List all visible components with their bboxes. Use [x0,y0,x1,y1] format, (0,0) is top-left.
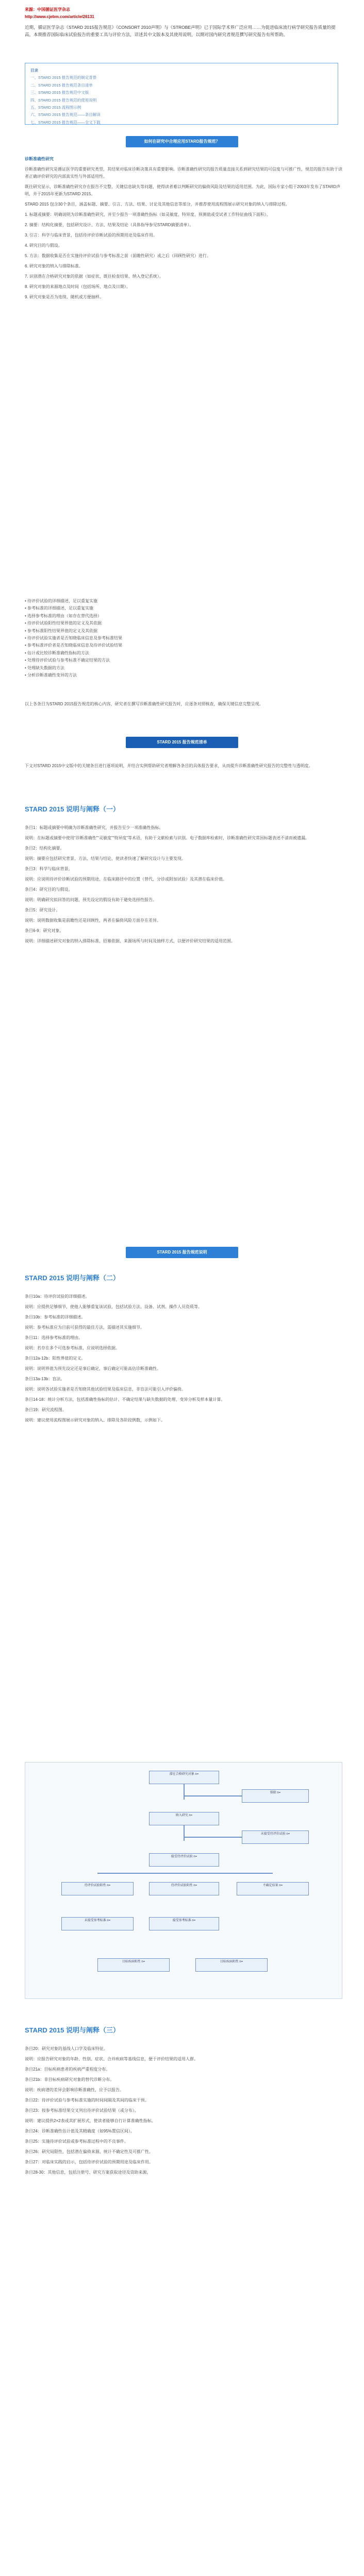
paragraph: 既往研究显示，诊断准确性研究存在报告不完整、关键信息缺失等问题，使得读者难以判断研究的偏倚风险及结果的适用范围。为此，国际专家小组于2003年发布了STARD声明，并于2015年更新为STARD 2015。 [25,184,341,196]
paragraph: 条目25：实施待评价试验或参考标准过程中的不良事件。 [25,2139,128,2144]
flow-box: 不确定结果 n= [237,1882,309,1895]
contents-line: 六、STARD 2015 报告规范——条目解读 [30,112,101,117]
section-3-title: STARD 2015 说明与阐释（二） [25,1274,120,1282]
paragraph: 说明：疾病谱的差异会影响诊断准确性，应予以报告。 [25,2088,124,2092]
contents-line: 目录 [30,68,38,73]
paragraph: 条目28-30：其他信息，包括注册号、研究方案获取途径及资助来源。 [25,2170,151,2175]
list-item: • 参考标准评价者是否知晓临床信息及待评价试验结果 [25,643,123,648]
paragraph: 条目13a-13b：盲法。 [25,1377,65,1381]
paragraph: 说明：明确研究拟回答的问题，预先设定的假设有助于避免选择性报告。 [25,897,157,902]
contents-line: 五、STARD 2015 流程图示例 [30,105,81,110]
flow-box: 接受待评价试验 n= [149,1853,219,1867]
paragraph: 条目22：待评价试验与参考标准实施的时间间隔及其间的临床干预。 [25,2098,149,2103]
list-item: • 待评价试验阳性结果界值的定义及其依据 [25,621,102,626]
flow-arrow [185,1795,242,1797]
section-4-title: STARD 2015 说明与阐释（三） [25,2026,120,2034]
paragraph: 条目21b：非目标疾病研究对象的替代诊断分布。 [25,2077,114,2082]
paragraph: 说明：应提供足够细节，使他人能够重复该试验，包括试验方法、设备、试剂、操作人员资质等。 [25,1304,202,1309]
section-2-title: STARD 2015 说明与阐释（一） [25,805,120,813]
contents-line: 三、STARD 2015 报告规范中文版 [30,90,89,95]
paragraph: 9. 研究对象是否为连续、随机或方便抽样。 [25,295,104,299]
paragraph: 说明：参考标准应为目前可获得的最佳方法，需描述其实施细节。 [25,1325,144,1330]
paragraph: 条目10a：待评价试验的详细描述。 [25,1294,90,1299]
paragraph: 说明：若存在多个可选参考标准，应说明选择依据。 [25,1346,120,1350]
paragraph: 条目26：研究局限性，包括潜在偏倚来源、统计不确定性及可推广性。 [25,2149,153,2154]
section-banner-1: 如何在研究中合理应用STARD报告规范？ [126,136,238,147]
paragraph: 条目20：研究对象的基线人口学及临床特征。 [25,2046,108,2051]
flow-box: 潜在合格研究对象 n= [149,1771,219,1784]
paragraph: 说明：应说明待评价诊断试验的预期用途、在临床路径中的位置（替代、分诊或附加试验）及其潜在临床价值。 [25,877,227,882]
section-heading: 诊断准确性研究 [25,157,54,161]
paragraph: 说明：在标题或摘要中使用“诊断准确性”“灵敏度”“特异度”等术语，有助于文献检索与识别。电子数据库检索时，诊断准确性研究常因标题表述不清而被遗漏。 [25,836,309,840]
flow-arrow [97,1873,273,1874]
paragraph: 条目4：研究目的与假设。 [25,887,73,892]
paragraph: STARD 2015 包含30个条目，涵盖标题、摘要、引言、方法、结果、讨论及其他信息等部分，并推荐使用流程图展示研究对象的纳入与排除过程。 [25,202,290,207]
paragraph: 条目11：选择参考标准的理由。 [25,1335,83,1340]
flow-arrow [185,1837,242,1838]
contents-box [25,63,338,125]
paragraph: 说明：建议提供2×2表或其扩展形式，使读者能够自行计算准确性指标。 [25,2119,156,2123]
contents-line: 七、STARD 2015 报告规范——全文下载 [30,120,101,125]
list-item: • 参考标准阳性结果界值的定义及其依据 [25,628,98,633]
flow-box: 目标疾病阳性 n= [97,1958,170,1972]
paragraph: 诊断准确性研究是循证医学的重要研究类型，其结果对临床诊断决策具有重要影响。诊断准确性研究的报告质量直接关系到研究结果的可信度与可推广性，规范的报告有助于读者正确评价研究的内部真实性与外部适用性。 [25,167,342,179]
paragraph: 8. 研究对象的来源地点及时间（包括场所、地点及日期）。 [25,284,130,289]
paragraph: 说明：说明各试验实施者是否知晓其他试验结果及临床信息，非盲法可能引入评价偏倚。 [25,1387,186,1392]
list-item: • 处理缺失数据的方法 [25,665,65,670]
source-label: 来源：中国循证医学杂志 [25,7,70,12]
paragraph: 条目12a-12b：阳性界值的定义。 [25,1356,86,1361]
paragraph: 5. 方法：数据收集是否在实施待评价试验与参考标准之前（前瞻性研究）或之后（回顾性研究）进行。 [25,253,211,258]
paragraph: 3. 引言：科学与临床背景，包括待评价诊断试验的预期用途及临床作用。 [25,233,157,238]
contents-line: 四、STARD 2015 报告规范的使用说明 [30,97,97,103]
paragraph: 条目24：诊断准确性估计值及其精确度（如95%置信区间）。 [25,2129,135,2133]
section-banner-3: STARD 2015 报告规范说明 [126,1247,238,1258]
flow-box: 纳入研究 n= [149,1812,219,1825]
paragraph: 条目6-9：研究对象。 [25,928,64,933]
paragraph: 7. 识别潜在合格研究对象的依据（如症状、既往检查结果、纳入登记系统）。 [25,274,163,279]
paragraph: 说明：说明界值为预先设定还是事后确定，事后确定可能高估诊断准确性。 [25,1366,161,1371]
section-1-body [25,166,342,304]
paragraph: 2. 摘要：结构化摘要，包括研究设计、方法、结果及结论（具体指导参见STARD摘要清单）。 [25,223,194,227]
list-item: • 处理待评价试验与参考标准不确定结果的方法 [25,658,110,663]
paragraph: 4. 研究目的与假设。 [25,243,62,248]
paragraph: 6. 研究对象的纳入与排除标准。 [25,264,83,268]
list-item: • 分析诊断准确性变异的方法 [25,672,77,677]
intro-paragraph: 近期，循证医学杂志《STARD 2015报告规范》《CONSORT 2010声明》与《STROBE声明》已于国际学术界广泛应用……为促进临床流行病学研究报告质量的提高，本期推荐国际临床试验报告的重要工具与评价方法，详述其中文版本及其使用说明，以期对国内研究者规范撰写研究报告有所帮助。 [25,25,336,38]
list-item: • 选择参考标准的理由（如存在替代选择） [25,613,102,618]
flow-arrow [184,1784,185,1800]
section-banner-2: STARD 2015 报告规范清单 [126,737,238,748]
paragraph: 说明：应报告研究对象的年龄、性别、症状、合并疾病等基线信息，便于评价结果的适用人群。 [25,2057,198,2061]
section-4-body [25,2045,342,2179]
paragraph: 说明：建议使用流程图展示研究对象的纳入、排除及各阶段例数，示例如下。 [25,1418,165,1422]
flow-box: 未接受参考标准 n= [61,1917,134,1930]
item-list [25,598,342,679]
flow-box: 未接受待评价试验 n= [242,1831,309,1844]
section-2-intro: 下文对STARD 2015中文版中的关键条目进行逐项说明，并结合实例帮助研究者理解各条目的具体报告要求，从而提升诊断准确性研究报告的完整性与透明度。 [25,764,313,768]
contents-line: 二、STARD 2015 报告规范条目清单 [30,82,93,88]
list-item: • 参考标准的详细描述，足以重复实施 [25,606,94,611]
list-item: • 待评价试验的详细描述，足以重复实施 [25,599,98,603]
flow-box: 待评价试验阳性 n= [61,1882,134,1895]
list-item: • 估计或比较诊断准确性指标的方法 [25,650,90,655]
section-2-body [25,824,342,948]
paragraph: 1. 标题或摘要：明确说明为诊断准确性研究，并至少报告一项准确性指标（如灵敏度、特异度、预测值或受试者工作特征曲线下面积）。 [25,212,271,217]
flow-diagram [25,1762,342,1999]
paragraph: 条目2：结构化摘要。 [25,846,64,851]
paragraph: 条目5：研究设计。 [25,908,60,912]
paragraph: 说明：详细描述研究对象的纳入排除标准、招募依据、来源场所与时间及抽样方式，以便评价研究结果的适用范围。 [25,939,235,943]
section-3-body [25,1293,342,1427]
paragraph: 条目1：标题或摘要中明确为诊断准确性研究，并报告至少一项准确性指标。 [25,825,163,830]
flow-box: 待评价试验阴性 n= [149,1882,219,1895]
section-1-closing: 以上各条目为STARD 2015报告规范的核心内容，研究者在撰写诊断准确性研究报告时，应逐条对照核查，确保关键信息完整呈现。 [25,702,263,706]
list-item: • 待评价试验实施者是否知晓临床信息及参考标准结果 [25,635,123,640]
paragraph: 说明：说明数据收集是前瞻性还是回顾性，两者在偏倚风险方面存在差异。 [25,918,161,923]
paragraph: 条目27：对临床实践的启示，包括待评价试验的预期用途及临床作用。 [25,2160,153,2164]
flow-arrow [184,1825,185,1841]
paragraph: 条目3：科学与临床背景。 [25,867,73,871]
paragraph: 条目21a：目标疾病患者的疾病严重程度分布。 [25,2067,110,2072]
flow-box: 目标疾病阴性 n= [195,1958,268,1972]
paragraph: 条目23：按参考标准结果交叉列出待评价试验结果（或分布）。 [25,2108,139,2113]
paragraph: 条目10b：参考标准的详细描述。 [25,1315,86,1319]
source-url[interactable]: http://www.cjebm.com/article/26131 [25,14,94,19]
paragraph: 说明：摘要应包括研究背景、方法、结果与结论，使读者快速了解研究设计与主要发现。 [25,856,186,861]
flow-box: 排除 n= [242,1789,309,1803]
contents-line: 一、STARD 2015 报告规范的制定背景 [30,75,97,80]
flow-box: 接受参考标准 n= [149,1917,219,1930]
paragraph: 条目19：研究流程图。 [25,1408,67,1412]
paragraph: 条目14-18：统计分析方法，包括准确性指标的估计、不确定结果与缺失数据的处理、变异分析及样本量计算。 [25,1397,225,1402]
